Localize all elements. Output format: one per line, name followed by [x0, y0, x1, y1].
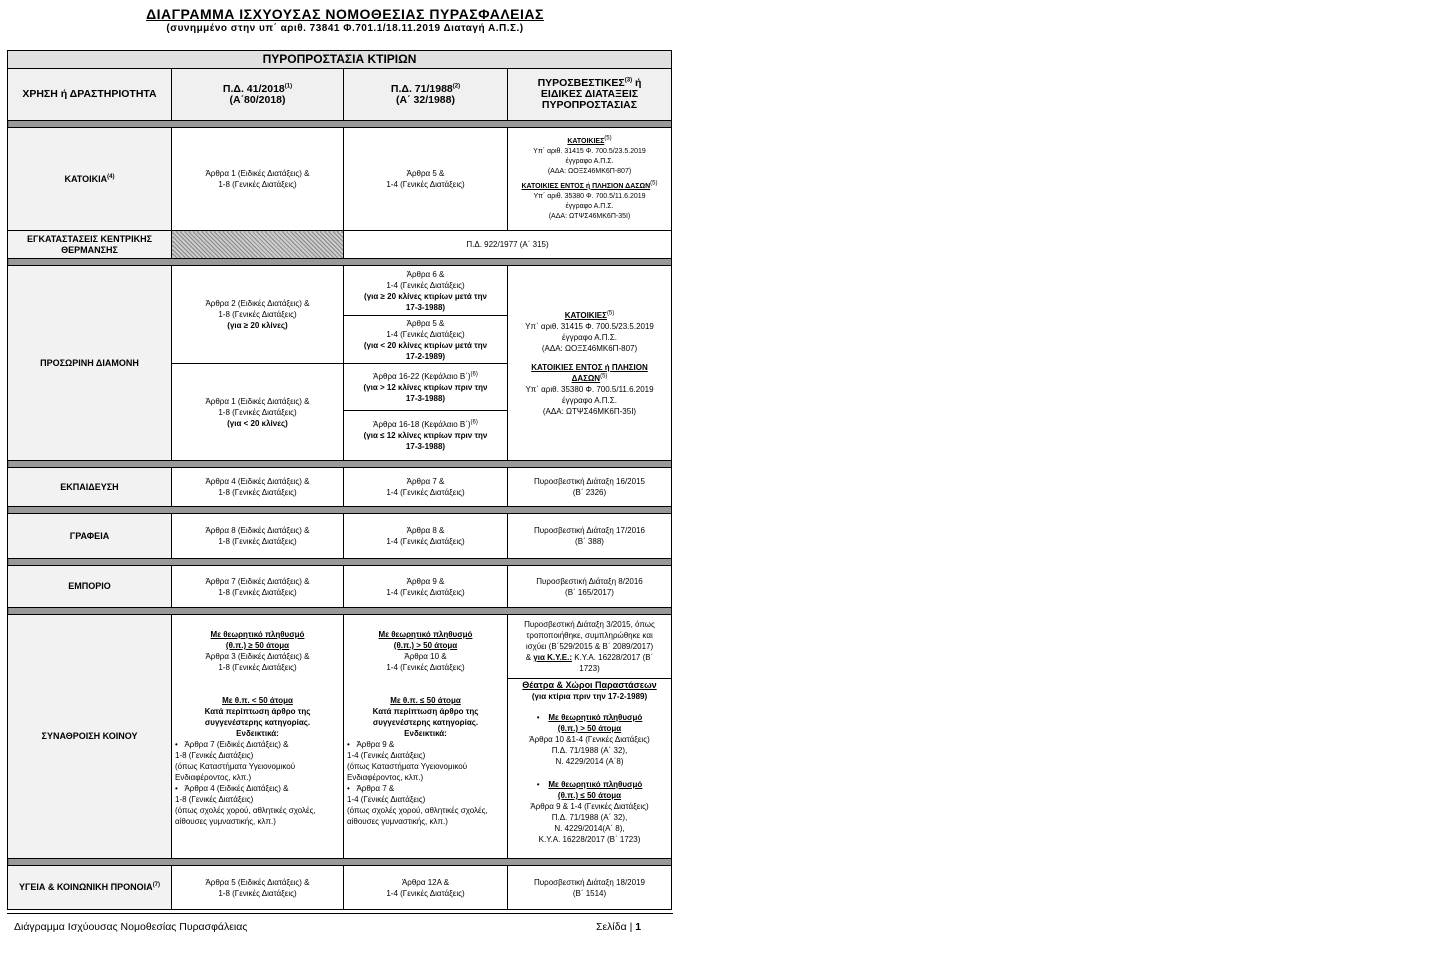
- use-central-heating: ΕΓΚΑΤΑΣΤΑΣΕΙΣ ΚΕΝΤΡΙΚΗΣ ΘΕΡΜΑΝΣΗΣ: [8, 231, 172, 259]
- cell-fire: Πυροσβεστική Διάταξη 17/2016 (Β΄ 388): [508, 514, 672, 559]
- cell-pd71-4: Άρθρα 16-18 (Κεφάλαιο Β΄)$^{(6)}$ (για ≤ 12 κλίνες κτιρίων πριν την 17-3-1988): [344, 411, 508, 461]
- cell-pd71: Άρθρα 12Α & 1-4 (Γενικές Διατάξεις): [344, 866, 508, 910]
- cell-pd71: Άρθρα 5 & 1-4 (Γενικές Διατάξεις): [344, 128, 508, 231]
- cell-fire-top: Πυροσβεστική Διάταξη 3/2015, όπως τροποποιήθηκε, συμπληρώθηκε και ισχύει (Β΄529/2015 & Β΄ 2089/2017) & για Κ.Υ.Ε.: Κ.Υ.Α. 16228/2017 (Β΄ 1723): [508, 615, 672, 679]
- cell-pd41-bottom: Άρθρα 1 (Ειδικές Διατάξεις) & 1-8 (Γενικές Διατάξεις) (για < 20 κλίνες): [172, 364, 344, 461]
- cell-pd41: Άρθρα 1 (Ειδικές Διατάξεις) & 1-8 (Γενικές Διατάξεις): [172, 128, 344, 231]
- table-row: [8, 866, 672, 910]
- cell-pd71-1: Άρθρα 6 & 1-4 (Γενικές Διατάξεις) (για ≥ 20 κλίνες κτιρίων μετά την 17-3-1988): [344, 266, 508, 316]
- cell-pd71: Με θεωρητικό πληθυσμό (θ.π.) > 50 άτομα Άρθρα 10 & 1-4 (Γενικές Διατάξεις) Με θ.π. ≤ 50 άτομα Κατά περίπτωση άρθρο της συγγενέστερης κατηγορίας. Ενδεικτικά: • Άρθρα 9 & 1-4 (Γενικές Διατάξεις) (όπως Καταστήματα Υγειονομικού Ενδιαφέροντος, κλπ.) • Άρθρα 7 & 1-4 (Γενικές Διατάξεις) (όπως σχολές χορού, αθλητικές σχολές, αίθουσες γυμναστικής, κλπ.): [344, 615, 508, 859]
- cell-heating-law: Π.Δ. 922/1977 (Α΄ 315): [344, 231, 672, 259]
- use-katoikia: ΚΑΤΟΙΚΙΑ$^{(4)}$: [8, 128, 172, 231]
- use-temporary-stay: ΠΡΟΣΩΡΙΝΗ ΔΙΑΜΟΝΗ: [8, 266, 172, 461]
- cell-fire-theatres: Θέατρα & Χώροι Παραστάσεων (για κτίρια πριν την 17-2-1989) • Με θεωρητικό πληθυσμό (θ.π.) > 50 άτομα Άρθρα 10 &1-4 (Γενικές Διατάξεις) Π.Δ. 71/1988 (Α΄ 32), Ν. 4229/2014 (Α΄8) • Με θεωρητικό πληθυσμό (θ.π.) ≤ 50 άτομα Άρθρα 9 & 1-4 (Γενικές Διατάξεις) Π.Δ. 71/1988 (Α΄ 32), Ν. 4229/2014(Α΄ 8), Κ.Υ.Α. 16228/2017 (Β΄ 1723): [508, 679, 672, 859]
- table-row: [8, 128, 672, 231]
- document-title: ΔΙΑΓΡΑΜΜΑ ΙΣΧΥΟΥΣΑΣ ΝΟΜΟΘΕΣΙΑΣ ΠΥΡΑΣΦΑΛΕΙΑΣ: [146, 6, 544, 22]
- table-row: [8, 566, 672, 608]
- cell-fire: ΚΑΤΟΙΚΙΕΣ$^{(5)}$ Υπ΄ αριθ. 31415 Φ. 700.5/23.5.2019 έγγραφο Α.Π.Σ. (ΑΔΑ: ΩΟΞΣ46ΜΚ6Π-807) ΚΑΤΟΙΚΙΕΣ ΕΝΤΟΣ ή ΠΛΗΣΙΟΝ ΔΑΣΩΝ$^{(5)}$ Υπ΄ αριθ. 35380 Φ. 700.5/11.6.2019 έγγραφο Α.Π.Σ. (ΑΔΑ: ΩΤΨΣ46ΜΚ6Π-35Ι): [508, 128, 672, 231]
- header-pd41: Π.Δ. 41/2018$^{(1)}$ (Α΄80/2018): [172, 69, 344, 121]
- cell-pd41: Άρθρα 4 (Ειδικές Διατάξεις) & 1-8 (Γενικές Διατάξεις): [172, 468, 344, 507]
- use-health-welfare: ΥΓΕΙΑ & ΚΟΙΝΩΝΙΚΗ ΠΡΟΝΟΙΑ$^{(7)}$: [8, 866, 172, 910]
- footer-document-name: Διάγραμμα Ισχύουσας Νομοθεσίας Πυρασφάλειας: [14, 921, 248, 933]
- header-pd71: Π.Δ. 71/1988$^{(2)}$ (Α΄ 32/1988): [344, 69, 508, 121]
- cell-pd71: Άρθρα 8 & 1-4 (Γενικές Διατάξεις): [344, 514, 508, 559]
- hatched-cell: [172, 231, 344, 259]
- cell-pd41: Με θεωρητικό πληθυσμό (θ.π.) ≥ 50 άτομα Άρθρα 3 (Ειδικές Διατάξεις) & 1-8 (Γενικές Διατάξεις) Με θ.π. < 50 άτομα Κατά περίπτωση άρθρο της συγγενέστερης κατηγορίας. Ενδεικτικά: • Άρθρα 7 (Ειδικές Διατάξεις) & 1-8 (Γενικές Διατάξεις) (όπως Καταστήματα Υγειονομικού Ενδιαφέροντος, κλπ.) • Άρθρα 4 (Ειδικές Διατάξεις) & 1-8 (Γενικές Διατάξεις) (όπως σχολές χορού, αθλητικές σχολές, αίθουσες γυμναστικής, κλπ.): [172, 615, 344, 859]
- use-offices: ΓΡΑΦΕΙΑ: [8, 514, 172, 559]
- cell-fire: Πυροσβεστική Διάταξη 8/2016 (Β΄ 165/2017): [508, 566, 672, 608]
- cell-pd41: Άρθρα 8 (Ειδικές Διατάξεις) & 1-8 (Γενικές Διατάξεις): [172, 514, 344, 559]
- document-subtitle: (συνημμένο στην υπ΄ αριθ. 73841 Φ.701.1/18.11.2019 Διαταγή Α.Π.Σ.): [166, 23, 524, 34]
- cell-pd41: Άρθρα 5 (Ειδικές Διατάξεις) & 1-8 (Γενικές Διατάξεις): [172, 866, 344, 910]
- section-title: ΠΥΡΟΠΡΟΣΤΑΣΙΑ ΚΤΙΡΙΩΝ: [8, 51, 672, 69]
- header-use: ΧΡΗΣΗ ή ΔΡΑΣΤΗΡΙΟΤΗΤΑ: [8, 69, 172, 121]
- footer-page-number: Σελίδα | 1: [596, 921, 642, 933]
- cell-pd41-top: Άρθρα 2 (Ειδικές Διατάξεις) & 1-8 (Γενικές Διατάξεις) (για ≥ 20 κλίνες): [172, 266, 344, 364]
- cell-pd41: Άρθρα 7 (Ειδικές Διατάξεις) & 1-8 (Γενικές Διατάξεις): [172, 566, 344, 608]
- use-commerce: ΕΜΠΟΡΙΟ: [8, 566, 172, 608]
- use-public-assembly: ΣΥΝΑΘΡΟΙΣΗ ΚΟΙΝΟΥ: [8, 615, 172, 859]
- cell-pd71: Άρθρα 7 & 1-4 (Γενικές Διατάξεις): [344, 468, 508, 507]
- table-row: [8, 514, 672, 559]
- table-row: [8, 266, 672, 316]
- table-row: [8, 231, 672, 259]
- cell-fire: Πυροσβεστική Διάταξη 18/2019 (Β΄ 1514): [508, 866, 672, 910]
- cell-pd71-2: Άρθρα 5 & 1-4 (Γενικές Διατάξεις) (για < 20 κλίνες κτιρίων μετά την 17-2-1989): [344, 316, 508, 364]
- use-education: ΕΚΠΑΙΔΕΥΣΗ: [8, 468, 172, 507]
- cell-fire: ΚΑΤΟΙΚΙΕΣ$^{(5)}$ Υπ΄ αριθ. 31415 Φ. 700.5/23.5.2019 έγγραφο Α.Π.Σ. (ΑΔΑ: ΩΟΞΣ46ΜΚ6Π-807) ΚΑΤΟΙΚΙΕΣ ΕΝΤΟΣ ή ΠΛΗΣΙΟΝ ΔΑΣΩΝ$^{(5)}$ Υπ΄ αριθ. 35380 Φ. 700.5/11.6.2019 έγγραφο Α.Π.Σ. (ΑΔΑ: ΩΤΨΣ46ΜΚ6Π-35Ι): [508, 266, 672, 461]
- header-fire-provisions: ΠΥΡΟΣΒΕΣΤΙΚΕΣ$^{(3)}$ ή ΕΙΔΙΚΕΣ ΔΙΑΤΑΞΕΙΣ ΠΥΡΟΠΡΟΣΤΑΣΙΑΣ: [508, 69, 672, 121]
- table-row: [8, 615, 672, 679]
- fire-protection-table: [7, 50, 672, 910]
- table-row: [8, 468, 672, 507]
- cell-pd71: Άρθρα 9 & 1-4 (Γενικές Διατάξεις): [344, 566, 508, 608]
- footer-divider: [7, 913, 673, 914]
- cell-pd71-3: Άρθρα 16-22 (Κεφάλαιο Β΄)$^{(6)}$ (για > 12 κλίνες κτιρίων πριν την 17-3-1988): [344, 364, 508, 411]
- cell-fire: Πυροσβεστική Διάταξη 16/2015 (Β΄ 2326): [508, 468, 672, 507]
